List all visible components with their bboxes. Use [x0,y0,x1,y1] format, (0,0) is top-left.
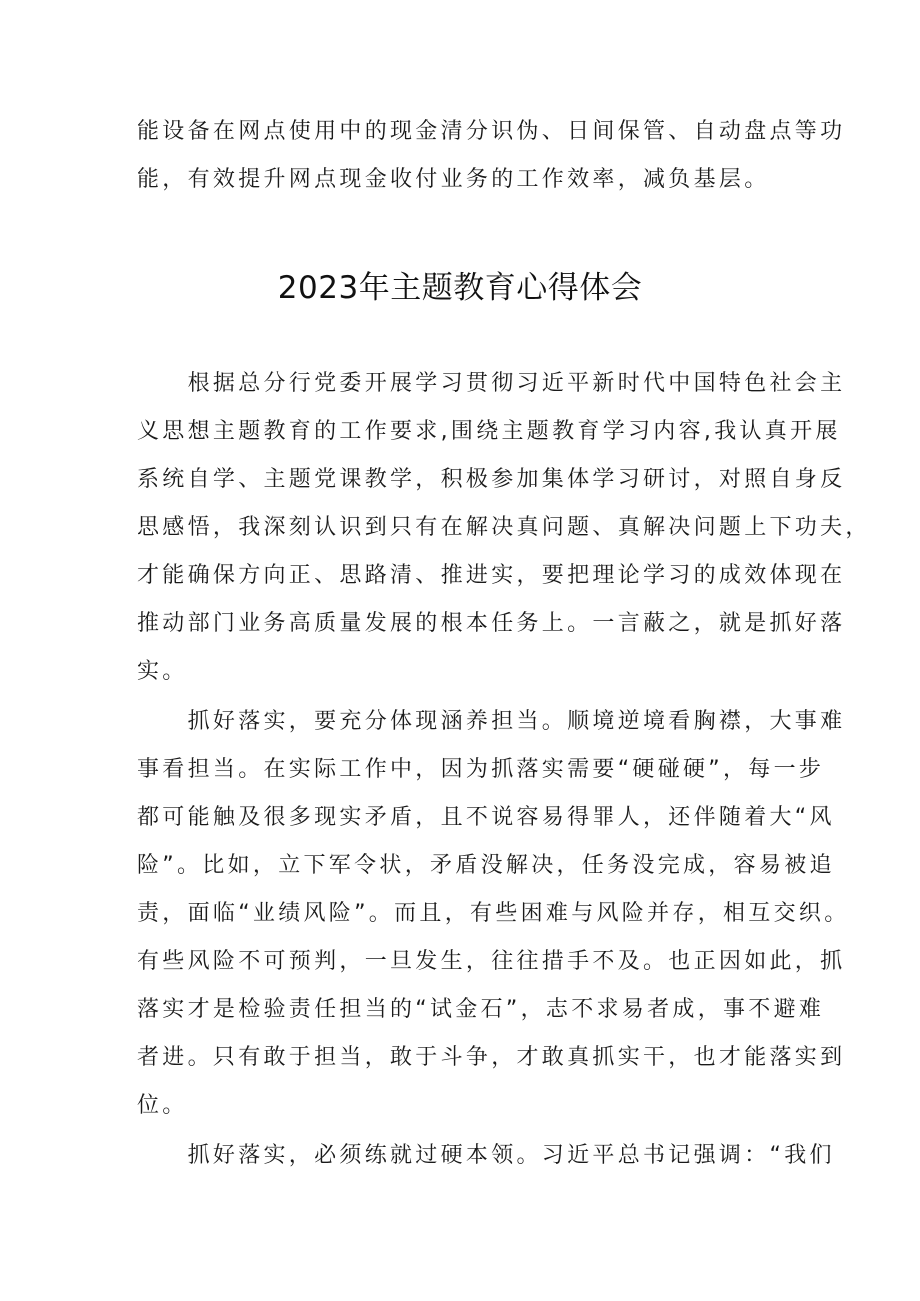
paragraph-1-line: 才能确保方向正、思路清、推进实，要把理论学习的成效体现在 [137,563,846,588]
paragraph-2-line: 责，面临“业绩风险”。而且，有些困难与风险并存，相互交织。 [137,901,850,926]
intro-line: 能，有效提升网点现金收付业务的工作效率，减负基层。 [137,167,770,192]
paragraph-2-line: 抓好落实，要充分体现涵养担当。顺境逆境看胸襟，大事难 [137,709,846,734]
document-title: 2023年主题教育心得体会 [277,270,643,306]
paragraph-3-line: 抓好落实，必须练就过硬本领。习近平总书记强调：“我们 [137,1143,835,1168]
paragraph-1-line: 义思想主题教育的工作要求,围绕主题教育学习内容,我认真开展 [137,419,841,444]
paragraph-2-line: 有些风险不可预判，一旦发生，往往措手不及。也正因如此，抓 [137,949,846,974]
paragraph-1-line: 根据总分行党委开展学习贯彻习近平新时代中国特色社会主 [137,371,846,396]
paragraph-2-line: 险”。比如，立下军令状，矛盾没解决，任务没完成，容易被追 [137,853,835,878]
paragraph-2-line: 位。 [137,1093,188,1118]
intro-line: 能设备在网点使用中的现金清分识伪、日间保管、自动盘点等功 [137,119,846,144]
paragraph-1-line: 系统自学、主题党课教学，积极参加集体学习研讨，对照自身反 [137,467,846,492]
paragraph-2-line: 事看担当。在实际工作中，因为抓落实需要“硬碰硬”，每一步 [137,757,825,782]
paragraph-2-line: 都可能触及很多现实矛盾，且不说容易得罪人，还伴随着大“风 [137,805,835,830]
paragraph-2-line: 落实才是检验责任担当的“试金石”，志不求易者成，事不避难 [137,997,825,1022]
paragraph-1-line: 推动部门业务高质量发展的根本任务上。一言蔽之，就是抓好落 [137,611,846,636]
paragraph-1-line: 实。 [137,659,188,684]
paragraph-2-line: 者进。只有敢于担当，敢于斗争，才敢真抓实干，也才能落实到 [137,1045,846,1070]
paragraph-1-line: 思感悟，我深刻认识到只有在解决真问题、真解决问题上下功夫， [137,515,871,540]
